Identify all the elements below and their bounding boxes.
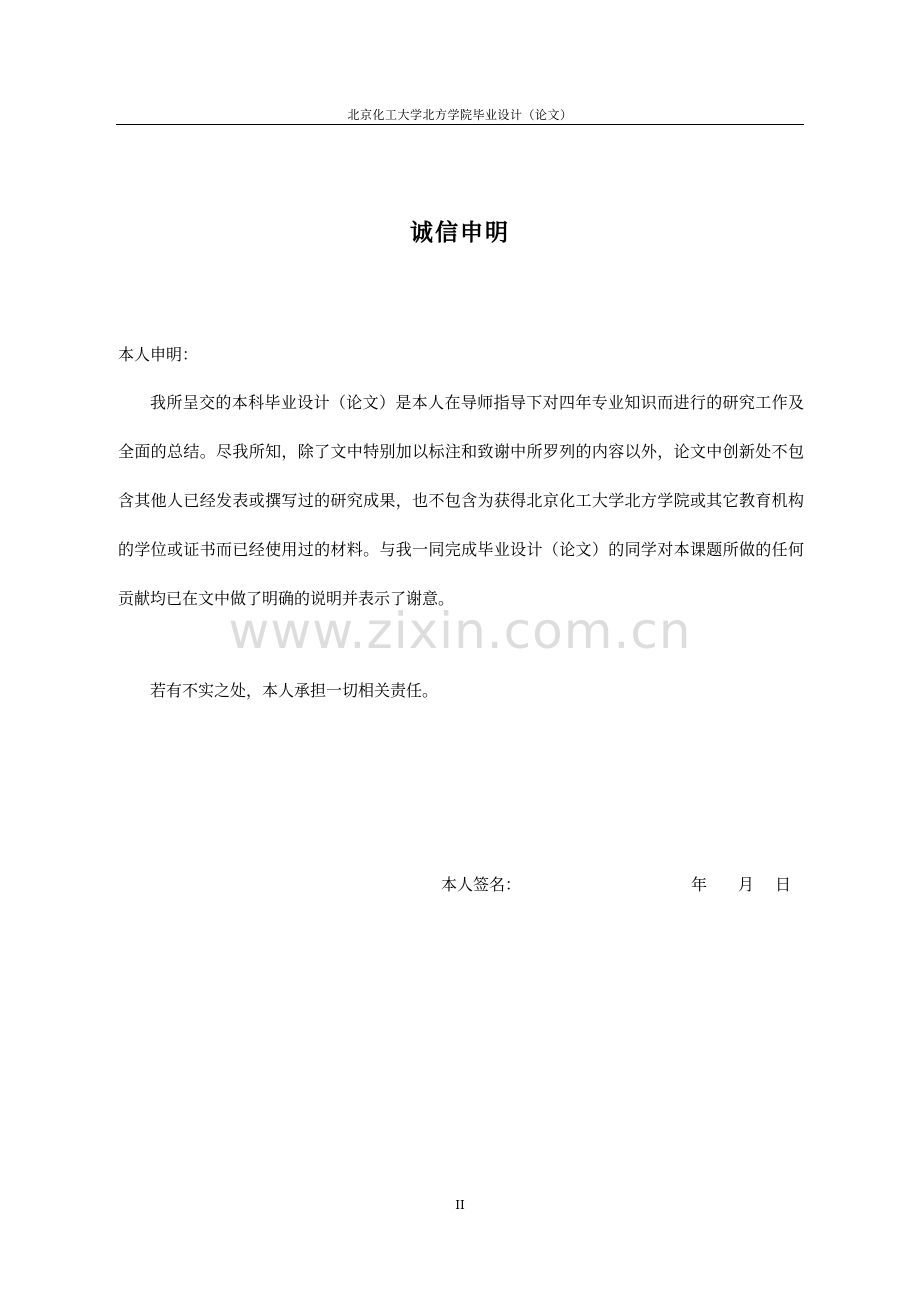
date-day-label: 日	[775, 875, 792, 894]
declaration-paragraph-1: 我所呈交的本科毕业设计（论文）是本人在导师指导下对四年专业知识而进行的研究工作及全面的总结。尽我所知，除了文中特别加以标注和致谢中所罗列的内容以外，论文中创新处不包含其他人已经发表或撰写过的研究成果，也不包含为获得北京化工大学北方学院或其它教育机构的学位或证书而已经使用过的材料。与我一同完成毕业设计（论文）的同学对本课题所做的任何贡献均已在文中做了明确的说明并表示了谢意。	[118, 393, 804, 608]
running-header: 北京化工大学北方学院毕业设计（论文）	[347, 108, 573, 122]
header-divider	[116, 124, 804, 125]
declaration-paragraph-2: 若有不实之处，本人承担一切相关责任。	[150, 681, 439, 700]
signature-label: 本人签名：	[441, 875, 522, 894]
watermark: www.zixin.com.cn	[228, 602, 692, 660]
page-number: II	[455, 1198, 465, 1212]
date-year-label: 年	[691, 875, 708, 894]
page-title: 诚信申明	[410, 220, 510, 246]
date-month-label: 月	[738, 875, 755, 894]
declaration-label: 本人申明：	[118, 345, 199, 364]
